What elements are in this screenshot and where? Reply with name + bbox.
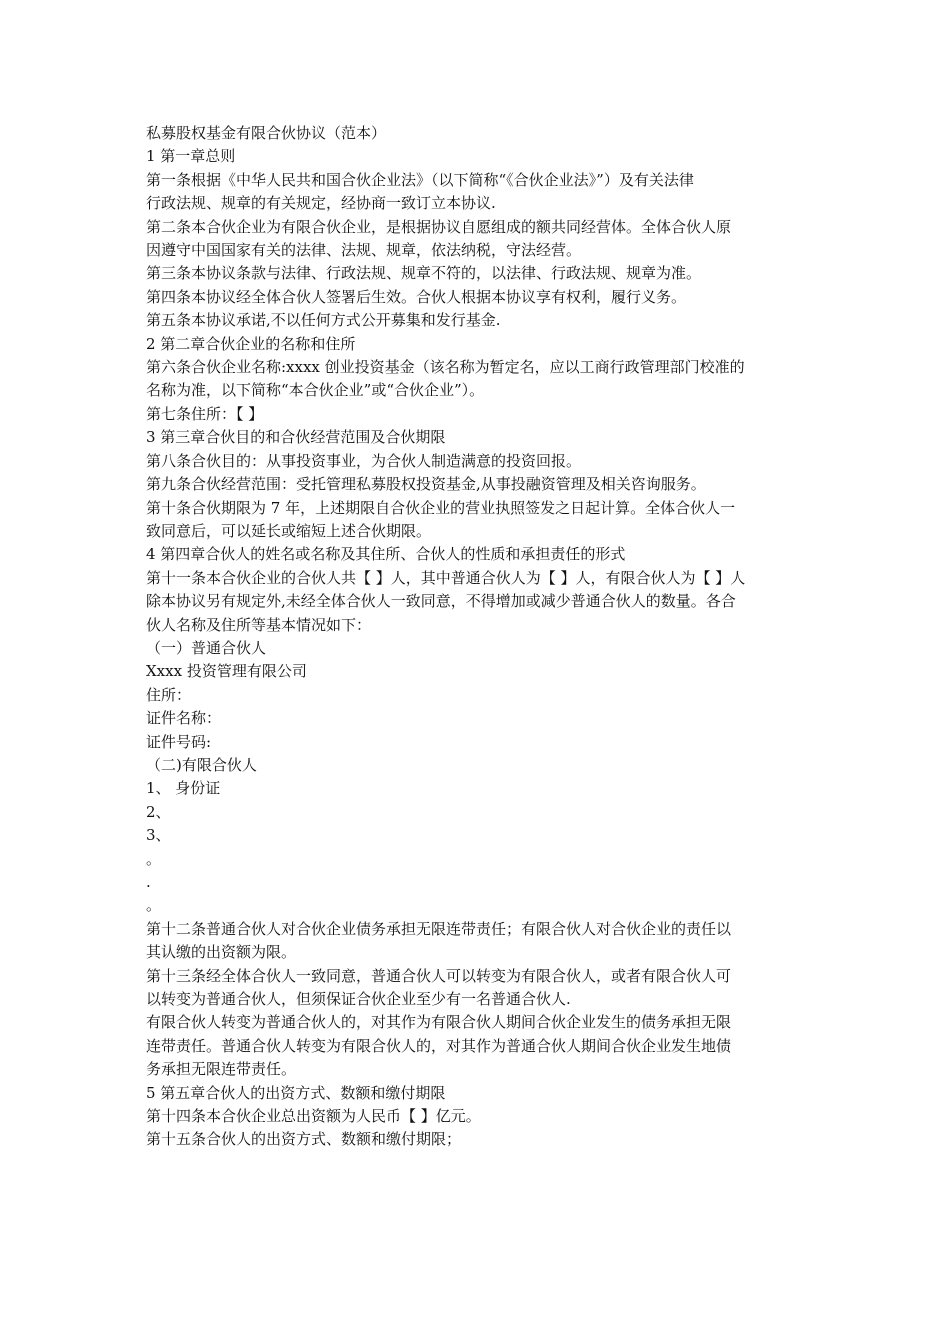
- partner-section-label: （二)有限合伙人: [146, 755, 257, 774]
- partner-section-label: （一）普通合伙人: [146, 638, 267, 657]
- article-line: 除本协议另有规定外,未经全体合伙人一致同意，不得增加或减少普通合伙人的数量。各合: [146, 592, 736, 611]
- article-line: 第六条合伙企业名称:xxxx 创业投资基金（该名称为暂定名，应以工商行政管理部门校准的: [146, 358, 745, 377]
- article-line: 第三条本协议条款与法律、行政法规、规章不符的，以法律、行政法规、规章为准。: [146, 264, 702, 283]
- article-line: 第十四条本合伙企业总出资额为人民币【 】亿元。: [146, 1107, 481, 1126]
- list-item: 。: [146, 849, 162, 868]
- article-line: 第五条本协议承诺,不以任何方式公开募集和发行基金.: [146, 311, 501, 330]
- list-item: 1、 身份证: [146, 779, 221, 798]
- article-line: 第八条合伙目的：从事投资事业，为合伙人制造满意的投资回报。: [146, 451, 582, 470]
- article-line: 第四条本协议经全体合伙人签署后生效。合伙人根据本协议享有权利，履行义务。: [146, 287, 687, 306]
- article-line: 务承担无限连带责任。: [146, 1060, 297, 1079]
- list-item: .: [146, 873, 151, 891]
- list-item: 。: [146, 896, 162, 915]
- partner-field: 证件名称：: [146, 709, 222, 728]
- article-line: 名称为准，以下简称“本合伙企业”或“合伙企业”）。: [146, 381, 485, 400]
- article-line: 第九条合伙经营范围：受托管理私募股权投资基金,从事投融资管理及相关咨询服务。: [146, 475, 706, 494]
- article-line: 第十三条经全体合伙人一致同意，普通合伙人可以转变为有限合伙人，或者有限合伙人可: [146, 966, 732, 985]
- article-line: 伙人名称及住所等基本情况如下：: [146, 615, 372, 634]
- article-line: 第十一条本合伙企业的合伙人共【 】人，其中普通合伙人为【 】人，有限合伙人为【 】人: [146, 568, 746, 587]
- article-line: 第十二条普通合伙人对合伙企业债务承担无限连带责任；有限合伙人对合伙企业的责任以: [146, 919, 732, 938]
- partner-name: Xxxx 投资管理有限公司: [146, 662, 307, 681]
- partner-field: 住所：: [146, 685, 192, 704]
- article-line: 以转变为普通合伙人，但须保证合伙企业至少有一名普通合伙人.: [146, 990, 571, 1009]
- chapter-heading: 1 第一章总则: [146, 147, 236, 166]
- article-line: 行政法规、规章的有关规定，经协商一致订立本协议.: [146, 194, 496, 213]
- article-line: 第十条合伙期限为 7 年，上述期限自合伙企业的营业执照签发之日起计算。全体合伙人一: [146, 498, 736, 517]
- document-body: [146, 122, 810, 1152]
- chapter-heading: 2 第二章合伙企业的名称和住所: [146, 334, 356, 353]
- partner-field: 证件号码:: [146, 732, 212, 751]
- chapter-heading: 4 第四章合伙人的姓名或名称及其住所、合伙人的性质和承担责任的形式: [146, 545, 626, 564]
- article-line: 第一条根据《中华人民共和国合伙企业法》（以下简称“《合伙企业法》”）及有关法律: [146, 170, 694, 189]
- chapter-heading: 5 第五章合伙人的出资方式、数额和缴付期限: [146, 1083, 446, 1102]
- list-item: 3、: [146, 826, 171, 845]
- article-line: 有限合伙人转变为普通合伙人的，对其作为有限合伙人期间合伙企业发生的债务承担无限: [146, 1013, 732, 1032]
- article-line: 连带责任。普通合伙人转变为有限合伙人的，对其作为普通合伙人期间合伙企业发生地债: [146, 1036, 732, 1055]
- article-line: 第十五条合伙人的出资方式、数额和缴付期限；: [146, 1130, 462, 1149]
- article-line: 第二条本合伙企业为有限合伙企业，是根据协议自愿组成的额共同经营体。全体合伙人原: [146, 217, 732, 236]
- document-title: 私募股权基金有限合伙协议（范本）: [146, 124, 387, 142]
- article-line: 致同意后，可以延长或缩短上述合伙期限。: [146, 521, 432, 540]
- list-item: 2、: [146, 802, 171, 821]
- article-line: 因遵守中国国家有关的法律、法规、规章，依法纳税，守法经营。: [146, 241, 582, 260]
- article-line: 第七条住所：【 】: [146, 404, 264, 423]
- chapter-heading: 3 第三章合伙目的和合伙经营范围及合伙期限: [146, 428, 446, 447]
- article-line: 其认缴的出资额为限。: [146, 943, 297, 962]
